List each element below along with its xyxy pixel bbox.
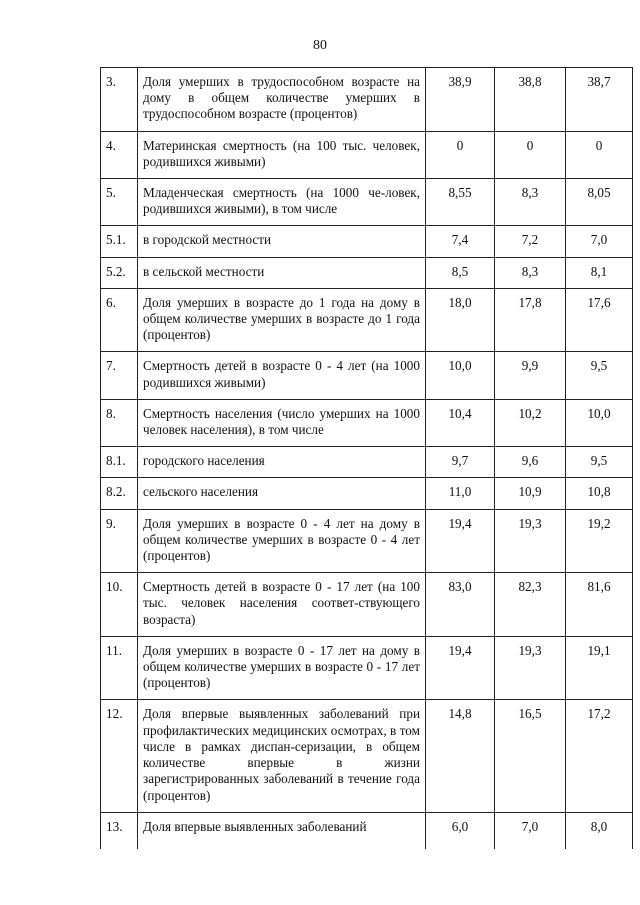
indicator-name: Доля умерших в возрасте 0 - 17 лет на дому в общем количестве умерших в возрасте 0 - 17 лет (процентов) — [138, 636, 426, 700]
value-year-3: 9,5 — [566, 447, 633, 478]
indicator-name: в городской местности — [138, 226, 426, 257]
indicator-name: городского населения — [138, 447, 426, 478]
value-year-1: 11,0 — [426, 478, 495, 509]
value-year-2: 9,6 — [495, 447, 566, 478]
table-row — [101, 700, 633, 812]
value-year-3: 9,5 — [566, 352, 633, 399]
value-year-3: 17,2 — [566, 700, 633, 812]
row-number: 8.2. — [101, 478, 138, 509]
value-year-2: 0 — [495, 131, 566, 178]
row-number: 7. — [101, 352, 138, 399]
value-year-1: 83,0 — [426, 573, 495, 637]
table-row — [101, 399, 633, 446]
page-number: 80 — [313, 38, 327, 53]
indicator-name: Доля умерших в возрасте до 1 года на дому в общем количестве умерших в возрасте до 1 года (процентов) — [138, 288, 426, 352]
table-row — [101, 478, 633, 509]
row-number: 6. — [101, 288, 138, 352]
value-year-3: 8,05 — [566, 179, 633, 226]
row-number: 8. — [101, 399, 138, 446]
table-row — [101, 288, 633, 352]
indicator-name: Доля умерших в возрасте 0 - 4 лет на дому в общем количестве умерших в возрасте 0 - 4 лет (процентов) — [138, 509, 426, 573]
value-year-1: 19,4 — [426, 509, 495, 573]
row-number: 8.1. — [101, 447, 138, 478]
table-row — [101, 509, 633, 573]
value-year-3: 8,1 — [566, 257, 633, 288]
indicator-name: Смертность детей в возрасте 0 - 17 лет (на 100 тыс. человек населения соответ-ствующего возраста) — [138, 573, 426, 637]
value-year-2: 7,0 — [495, 812, 566, 849]
table-row — [101, 68, 633, 132]
indicator-name: Доля впервые выявленных заболеваний — [138, 812, 426, 849]
value-year-2: 10,2 — [495, 399, 566, 446]
value-year-1: 8,55 — [426, 179, 495, 226]
value-year-3: 8,0 — [566, 812, 633, 849]
value-year-1: 38,9 — [426, 68, 495, 132]
value-year-1: 9,7 — [426, 447, 495, 478]
row-number: 5.1. — [101, 226, 138, 257]
row-number: 10. — [101, 573, 138, 637]
value-year-1: 10,0 — [426, 352, 495, 399]
row-number: 9. — [101, 509, 138, 573]
value-year-1: 0 — [426, 131, 495, 178]
value-year-3: 19,2 — [566, 509, 633, 573]
indicator-name: Материнская смертность (на 100 тыс. человек, родившихся живыми) — [138, 131, 426, 178]
table-row — [101, 257, 633, 288]
value-year-2: 38,8 — [495, 68, 566, 132]
value-year-2: 8,3 — [495, 179, 566, 226]
table-row — [101, 636, 633, 700]
row-number: 5. — [101, 179, 138, 226]
row-number: 3. — [101, 68, 138, 132]
value-year-2: 9,9 — [495, 352, 566, 399]
value-year-1: 8,5 — [426, 257, 495, 288]
indicator-name: Смертность населения (число умерших на 1000 человек населения), в том числе — [138, 399, 426, 446]
indicator-name: сельского населения — [138, 478, 426, 509]
value-year-2: 10,9 — [495, 478, 566, 509]
value-year-2: 16,5 — [495, 700, 566, 812]
indicator-name: Доля впервые выявленных заболеваний при профилактических медицинских осмотрах, в том числе в рамках диспан-серизации, в общем количестве впервые в жизни зарегистрированных заболеваний в течение года (процентов) — [138, 700, 426, 812]
value-year-1: 10,4 — [426, 399, 495, 446]
value-year-1: 19,4 — [426, 636, 495, 700]
value-year-2: 8,3 — [495, 257, 566, 288]
value-year-2: 19,3 — [495, 509, 566, 573]
indicator-name: Младенческая смертность (на 1000 че-ловек, родившихся живыми), в том числе — [138, 179, 426, 226]
value-year-3: 10,8 — [566, 478, 633, 509]
table-row — [101, 179, 633, 226]
value-year-3: 17,6 — [566, 288, 633, 352]
value-year-3: 0 — [566, 131, 633, 178]
row-number: 5.2. — [101, 257, 138, 288]
row-number: 13. — [101, 812, 138, 849]
row-number: 11. — [101, 636, 138, 700]
table-row — [101, 447, 633, 478]
table-row — [101, 226, 633, 257]
value-year-3: 19,1 — [566, 636, 633, 700]
indicator-name: Смертность детей в возрасте 0 - 4 лет (на 1000 родившихся живыми) — [138, 352, 426, 399]
value-year-3: 7,0 — [566, 226, 633, 257]
value-year-1: 18,0 — [426, 288, 495, 352]
value-year-3: 81,6 — [566, 573, 633, 637]
table-row — [101, 352, 633, 399]
indicator-name: Доля умерших в трудоспособном возрасте на дому в общем количестве умерших в трудоспособном возрасте (процентов) — [138, 68, 426, 132]
row-number: 12. — [101, 700, 138, 812]
value-year-2: 19,3 — [495, 636, 566, 700]
value-year-1: 7,4 — [426, 226, 495, 257]
value-year-2: 7,2 — [495, 226, 566, 257]
indicator-name: в сельской местности — [138, 257, 426, 288]
row-number: 4. — [101, 131, 138, 178]
table-row — [101, 573, 633, 637]
table-row — [101, 812, 633, 849]
value-year-2: 82,3 — [495, 573, 566, 637]
value-year-2: 17,8 — [495, 288, 566, 352]
value-year-1: 6,0 — [426, 812, 495, 849]
value-year-3: 38,7 — [566, 68, 633, 132]
indicator-table — [100, 67, 633, 849]
value-year-1: 14,8 — [426, 700, 495, 812]
table-row — [101, 131, 633, 178]
value-year-3: 10,0 — [566, 399, 633, 446]
